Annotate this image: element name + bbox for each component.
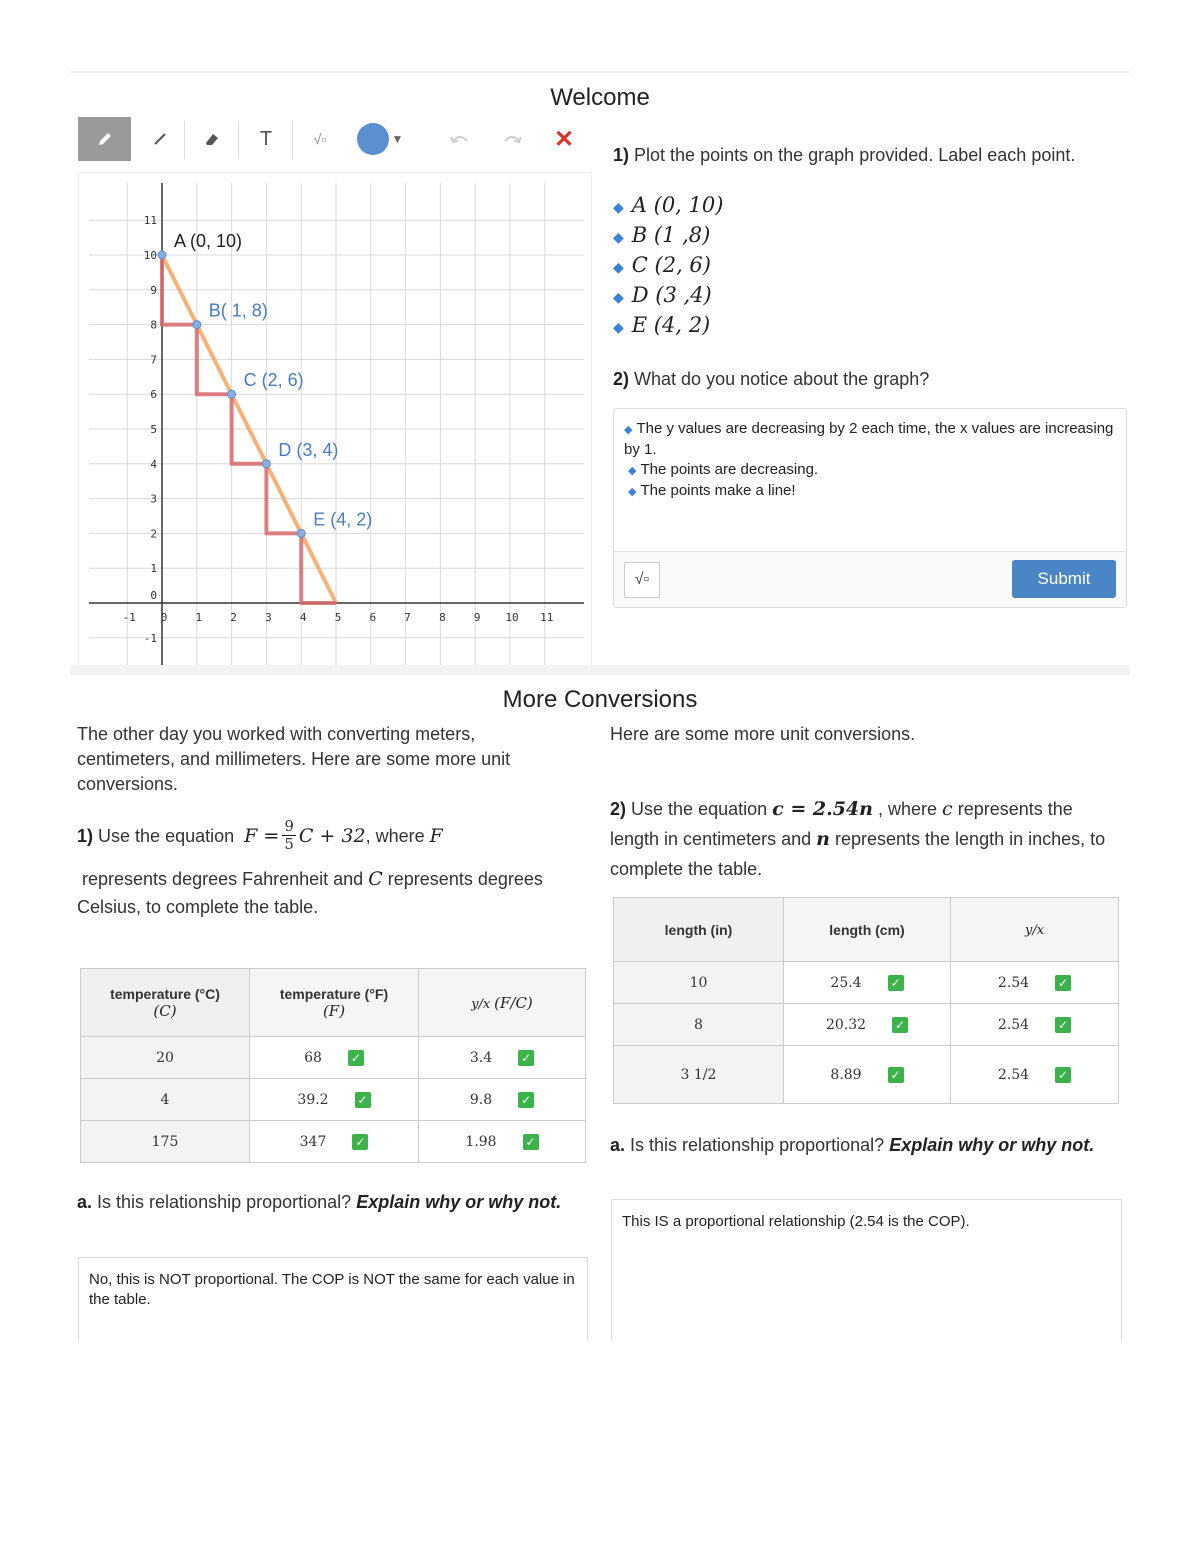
check-icon: ✓ [348,1050,364,1066]
list-item [613,250,723,280]
redo-icon [501,131,523,147]
top-divider [70,71,1130,73]
y-tick-label: -1 [143,631,157,645]
answer-line [624,419,1116,460]
undo-button[interactable] [440,117,480,161]
header-line: temperature (°F) [279,985,389,1002]
toolbar-separator [238,121,239,159]
check-icon: ✓ [518,1092,534,1108]
x-tick-label: 11 [540,611,554,624]
cell-value: 39.2 [297,1091,329,1108]
left-q1-post2: represents degrees Celsius, to complete the table. [77,869,543,917]
table-row [81,1121,586,1163]
header-line: temperature (°C) [110,985,220,1002]
table-cell[interactable] [951,1046,1119,1104]
header-var: y/x [1024,923,1045,938]
color-swatch [357,123,389,155]
table-cell[interactable] [419,1121,586,1163]
left-qa-label: a. [77,1192,93,1212]
data-point [228,390,236,398]
x-tick-label: 0 [160,611,168,624]
table-header-cell [81,969,250,1037]
header-var: (F/C) [494,993,533,1012]
table-cell[interactable] [250,1037,419,1079]
x-tick-label: 5 [334,611,342,624]
right-q2-post2: represents the length in inches, to complete the table. [610,829,1106,879]
pencil-icon [95,129,115,149]
check-icon: ✓ [523,1134,539,1150]
list-item [613,280,723,310]
right-qa-prompt [610,1133,1110,1158]
answer-line-text: The points are decreasing. [640,461,819,478]
q2-answer-text[interactable] [614,409,1126,502]
y-tick-label: 4 [150,457,157,471]
right-q2 [610,794,1110,884]
math-insert-button[interactable]: √▫ [624,562,660,598]
diamond-bullet-icon: ◆ [613,289,624,305]
table-header-cell: length (in) [614,898,784,962]
left-qa-text: Is this relationship proportional? [97,1192,352,1212]
diamond-bullet-icon: ◆ [613,259,624,275]
cell-value: 68 [304,1049,322,1066]
answer-footer [614,551,1126,607]
equation: c = 2.54n [772,798,873,820]
cell-value: 9.8 [469,1091,493,1108]
diamond-bullet-icon: ◆ [624,424,633,436]
table-cell[interactable] [250,1121,419,1163]
x-tick-label: 2 [230,611,237,624]
table-cell: 20 [81,1037,250,1079]
point-label: C (2, 6) [243,370,304,391]
answer-line [624,460,1116,481]
cell-value: 3.4 [469,1049,493,1066]
y-tick-label: 5 [150,423,157,436]
left-q1 [77,818,577,921]
right-qa-bold: Explain why or why not. [889,1135,1095,1155]
point-label: E (4, 2) [313,509,373,530]
right-response-box[interactable]: This IS a proportional relationship (2.54 is the COP). [611,1199,1122,1341]
left-q1-pre: Use the equation [98,825,235,846]
table-cell: 3 1/2 [614,1046,784,1104]
right-q2-number: 2) [610,799,627,819]
point-e: E (4, 2) [631,313,711,337]
point-b: B (1 ,8) [631,223,711,247]
table-cell[interactable] [951,962,1119,1004]
left-q1-number: 1) [77,825,94,846]
redo-button[interactable] [492,117,532,161]
answer-line-text: The points make a line! [640,482,796,499]
table-row [81,1079,586,1121]
cell-value: 2.54 [997,1016,1030,1033]
x-tick-label: 1 [195,611,203,624]
cell-value: 2.54 [997,1066,1030,1083]
answer-line-text: The y values are decreasing by 2 each time, the x values are increasing by 1. [624,420,1114,458]
y-tick-label: 10 [143,249,157,262]
graph-canvas[interactable] [78,172,592,668]
y-tick-label: 6 [150,388,157,402]
table-header-row [81,969,586,1037]
length-table [613,897,1119,1104]
cell-value: 25.4 [830,974,862,991]
check-icon: ✓ [888,1067,904,1083]
right-qa-text: Is this relationship proportional? [630,1135,885,1155]
data-point [158,251,166,259]
left-q1-line1 [77,818,577,853]
diamond-bullet-icon: ◆ [628,465,637,477]
x-tick-label: 9 [473,611,481,624]
data-point [193,321,201,329]
right-q2-post1: represents the length in centimeters and [610,799,1073,849]
table-cell: 175 [81,1121,250,1163]
line-icon [150,129,170,149]
equation-rhs: C + 32 [298,824,366,847]
y-tick-label: 11 [143,214,157,228]
point-a: A (0, 10) [631,193,724,217]
table-cell[interactable] [784,962,951,1004]
clear-button[interactable]: ✕ [553,125,575,153]
cell-value: 8.89 [830,1066,862,1083]
x-tick-label: -1 [122,611,136,624]
check-icon: ✓ [1055,1017,1071,1033]
q2-answer-box[interactable] [613,408,1127,608]
fraction-denominator: 5 [284,835,294,853]
check-icon: ✓ [892,1017,908,1033]
line-tool-button[interactable] [140,117,180,161]
table-cell[interactable] [419,1079,586,1121]
cell-value: 2.54 [997,974,1030,991]
toolbar-separator [292,121,293,159]
x-tick-label: 4 [299,611,307,624]
y-tick-label: 2 [150,527,157,541]
point-c: C (2, 6) [631,253,711,277]
q1-point-list [613,190,723,340]
check-icon: ✓ [352,1134,368,1150]
x-tick-label: 7 [404,611,411,624]
var-c: c [942,798,953,820]
check-icon: ✓ [888,975,904,991]
header-var: y/x [471,996,491,1012]
diamond-bullet-icon: ◆ [613,319,624,335]
pencil-tool-button[interactable] [78,117,131,161]
table-cell[interactable] [419,1037,586,1079]
right-intro: Here are some more unit conversions. [610,724,916,744]
table-header-cell: length (cm) [784,898,951,962]
diamond-bullet-icon: ◆ [628,486,637,498]
fraction-numerator: 9 [284,817,294,835]
welcome-title: Welcome [550,84,650,111]
right-q2-mid: , where [877,799,938,819]
q2-text: What do you notice about the graph? [634,369,930,389]
check-icon: ✓ [1055,1067,1071,1083]
y-tick-label: 9 [150,283,157,297]
diamond-bullet-icon: ◆ [613,229,624,245]
y-tick-label: 3 [150,492,157,506]
q1-text: Plot the points on the graph provided. Label each point. [634,145,1076,165]
eraser-icon [202,129,222,149]
list-item [613,220,723,250]
color-picker-button[interactable] [350,117,410,161]
cell-value: 1.98 [465,1133,497,1150]
var-c: C [368,868,383,890]
table-header-cell [419,969,586,1037]
table-cell: 10 [614,962,784,1004]
left-qa-bold: Explain why or why not. [356,1192,562,1212]
q1-prompt [613,143,1093,168]
coordinate-graph [79,173,591,667]
header-var: (C) [153,1001,177,1020]
table-row [614,1046,1119,1104]
undo-icon [449,131,471,147]
y-tick-label: 1 [150,562,157,576]
cell-value: 20.32 [825,1016,867,1033]
toolbar-separator [184,121,185,159]
table-cell: 8 [614,1004,784,1046]
check-icon: ✓ [518,1050,534,1066]
math-tool-button[interactable]: √▫ [313,131,327,147]
table-cell[interactable] [250,1079,419,1121]
section-divider [70,665,1130,675]
point-d: D (3 ,4) [631,283,712,307]
list-item [613,190,723,220]
point-label: B( 1, 8) [208,300,268,321]
left-q1-post1: represents degrees Fahrenheit and [82,869,364,889]
left-qa-prompt [77,1190,577,1215]
q2-number: 2) [613,369,630,389]
eraser-tool-button[interactable] [192,117,232,161]
list-item [613,310,723,340]
temperature-table [80,968,586,1163]
check-icon: ✓ [1055,975,1071,991]
submit-button[interactable]: Submit [1012,560,1116,598]
x-tick-label: 6 [369,611,377,624]
x-tick-label: 3 [265,611,272,624]
table-cell[interactable] [951,1004,1119,1046]
equation-lhs: F = [244,824,280,847]
table-header-cell [250,969,419,1037]
y-tick-label: 8 [150,318,157,332]
var-f: F [429,824,443,847]
left-response-box[interactable]: No, this is NOT proportional. The COP is NOT the same for each value in the table. [78,1257,588,1341]
table-cell[interactable] [784,1046,951,1104]
drawing-toolbar [78,117,590,161]
left-q1-mid: , where [365,825,425,846]
header-var: (F) [322,1001,346,1020]
data-point [297,529,305,537]
left-intro: The other day you worked with converting meters, centimeters, and millimeters. Here are some more unit conversions. [77,724,511,794]
q1-number: 1) [613,145,630,165]
table-cell[interactable] [784,1004,951,1046]
table-header-cell [951,898,1119,962]
right-q2-pre: Use the equation [631,799,768,819]
equation-fraction [282,818,296,853]
table-row [614,962,1119,1004]
x-tick-label: 8 [439,611,446,624]
var-n: n [816,828,830,850]
diamond-bullet-icon: ◆ [613,199,624,215]
point-label: D (3, 4) [278,439,339,460]
q2-prompt [613,367,1093,392]
x-tick-label: 10 [505,611,519,624]
cell-value: 347 [299,1133,327,1150]
chevron-down-icon: ▼ [391,132,404,146]
right-qa-label: a. [610,1135,626,1155]
check-icon: ✓ [355,1092,371,1108]
table-row [614,1004,1119,1046]
table-header-row [614,898,1119,962]
y-tick-label: 0 [150,589,157,602]
table-cell: 4 [81,1079,250,1121]
table-row [81,1037,586,1079]
answer-line [624,481,1116,502]
data-point [262,460,270,468]
point-label: A (0, 10) [174,231,243,251]
y-tick-label: 7 [150,353,157,367]
left-q1-line2 [77,865,577,921]
text-tool-button[interactable]: T [259,127,273,150]
conversions-title: More Conversions [502,686,698,713]
